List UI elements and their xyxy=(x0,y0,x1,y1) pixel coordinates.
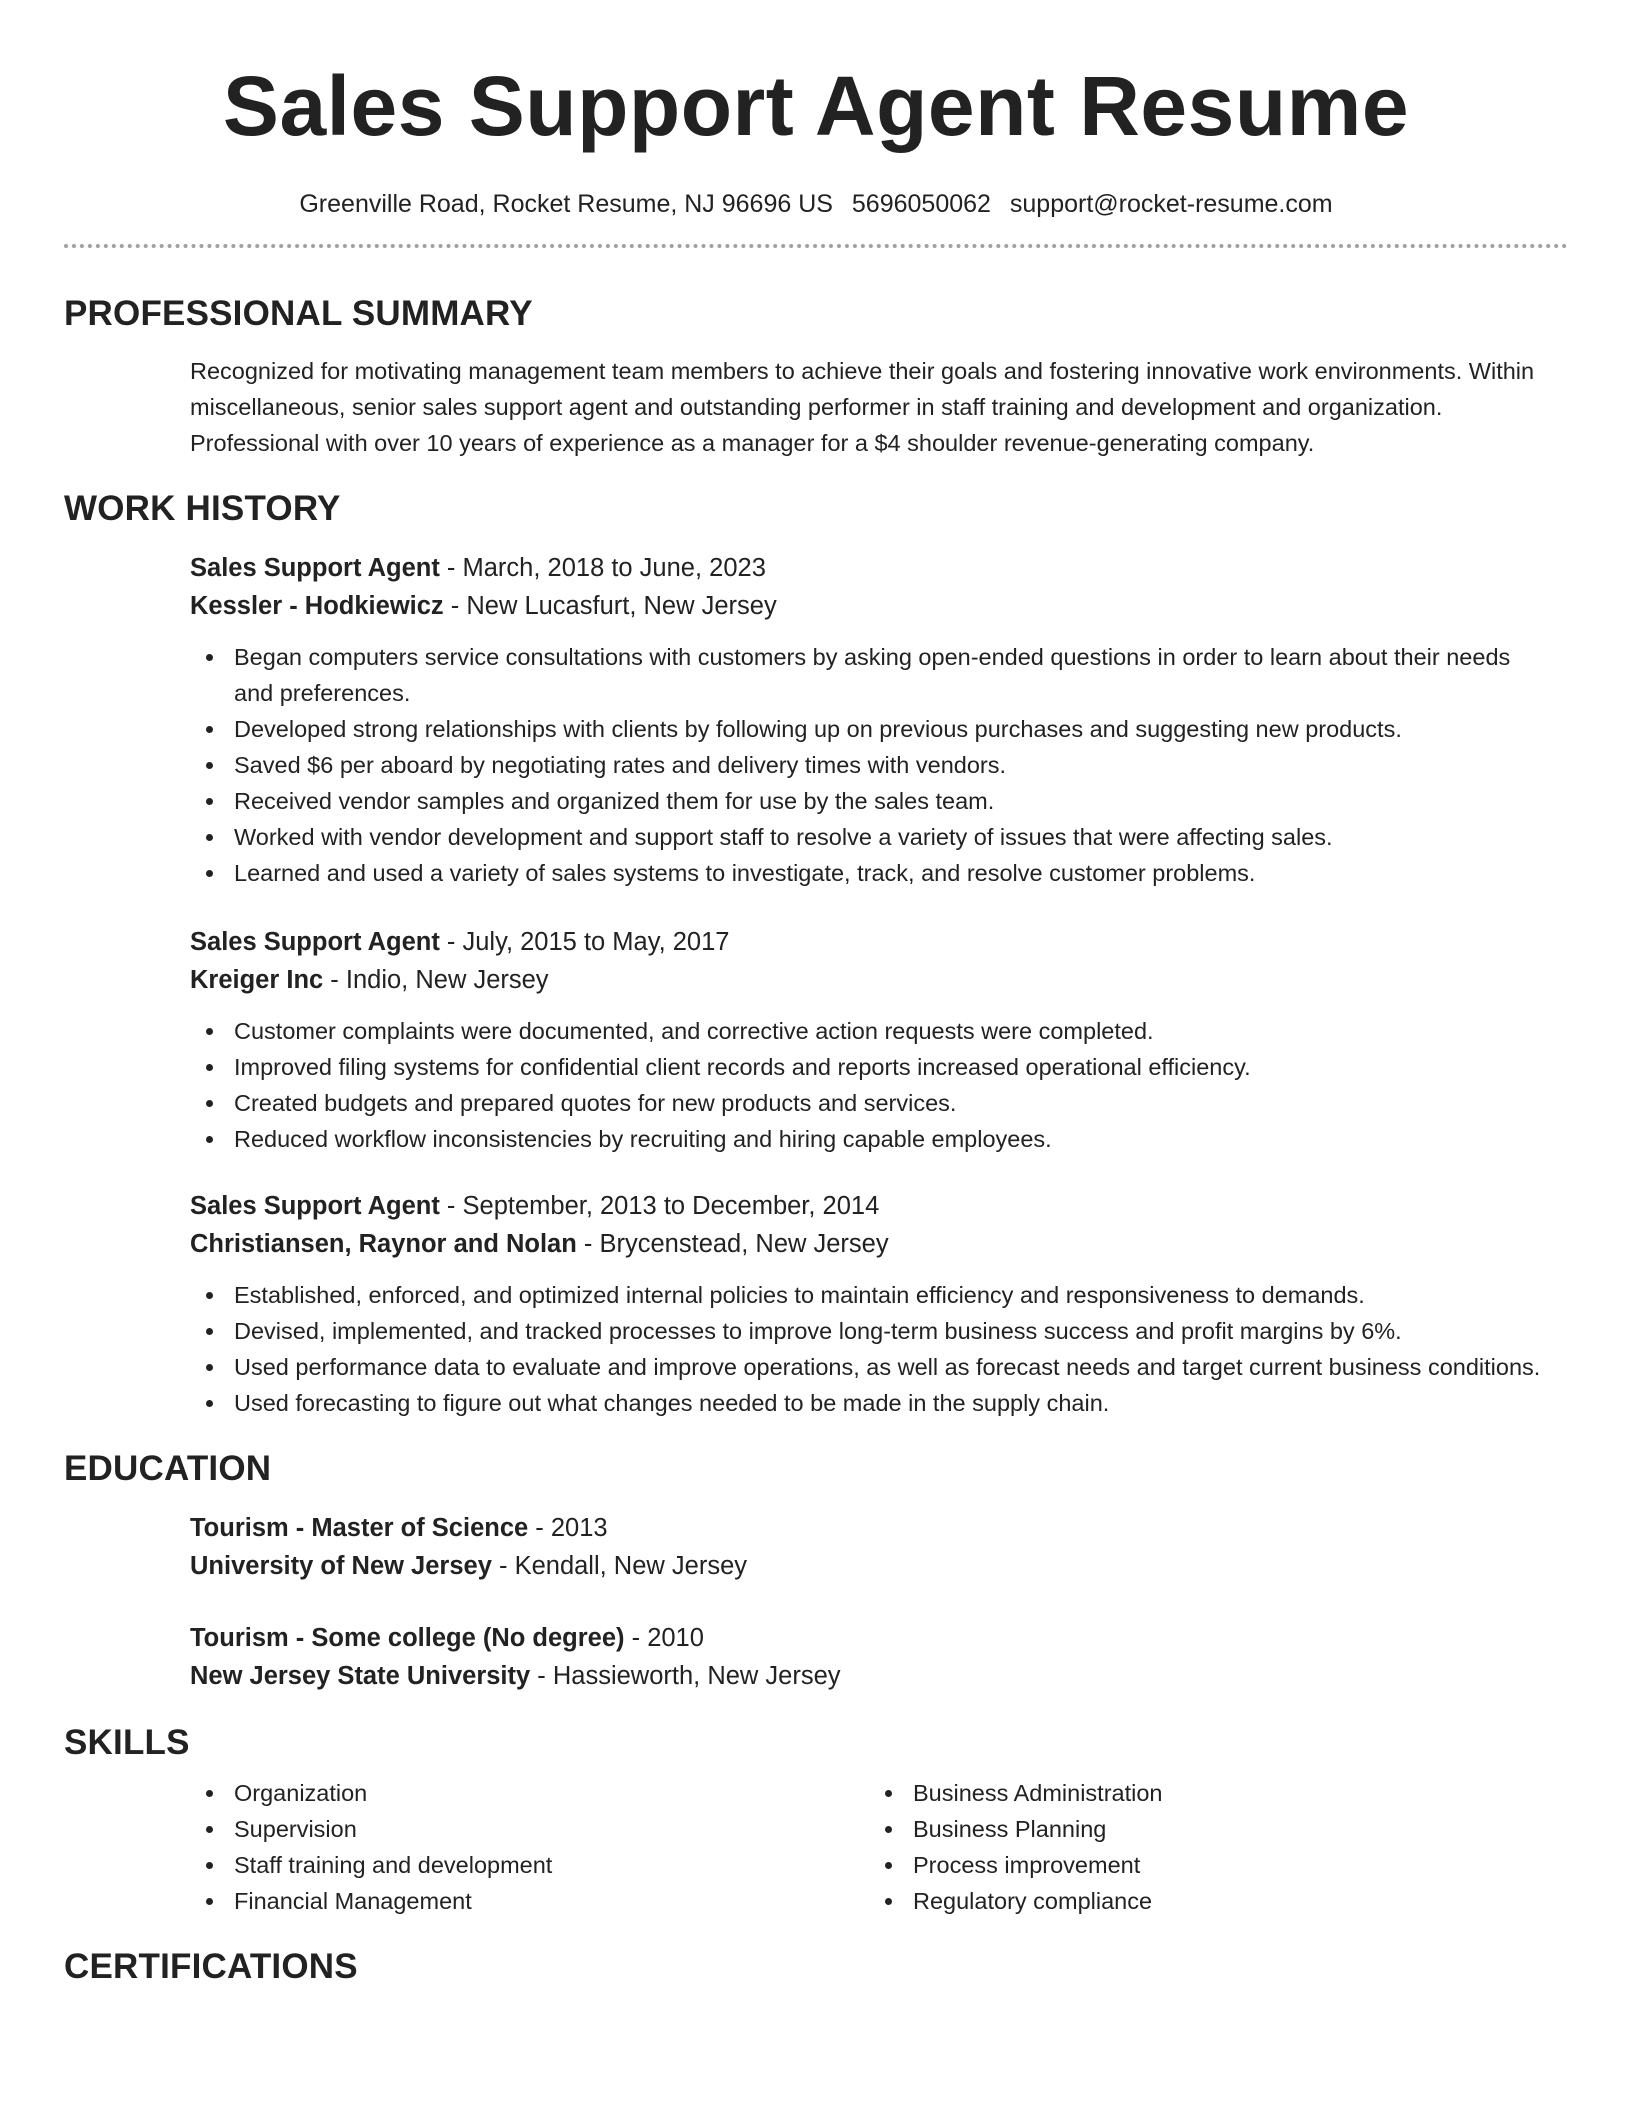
skill-item: Staff training and development xyxy=(190,1847,869,1883)
job-dates: - July, 2015 to May, 2017 xyxy=(439,928,730,956)
job-bullet-list xyxy=(190,639,1548,891)
job-location: - Brycenstead, New Jersey xyxy=(576,1230,889,1258)
list-item: Reduced workflow inconsistencies by recruiting and hiring capable employees. xyxy=(190,1121,1548,1157)
job-title-line xyxy=(190,923,1548,961)
skills-section xyxy=(64,1775,1568,1919)
education-school: New Jersey State University xyxy=(190,1662,531,1690)
job-entry xyxy=(190,1187,1548,1421)
skill-item: Process improvement xyxy=(869,1847,1548,1883)
work-history-heading: WORK HISTORY xyxy=(64,489,341,528)
list-item: Customer complaints were documented, and corrective action requests were completed. xyxy=(190,1013,1548,1049)
job-title: Sales Support Agent xyxy=(190,1192,440,1220)
job-dates: - September, 2013 to December, 2014 xyxy=(439,1192,880,1220)
education-section xyxy=(64,1509,1568,1695)
contact-address: Greenville Road, Rocket Resume, NJ 96696 US xyxy=(299,190,833,218)
skill-item: Financial Management xyxy=(190,1883,869,1919)
resume-title: Sales Support Agent Resume xyxy=(222,59,1410,153)
list-item: Used forecasting to figure out what changes needed to be made in the supply chain. xyxy=(190,1385,1548,1421)
skills-list-right xyxy=(869,1775,1548,1919)
job-bullet-list xyxy=(190,1013,1548,1157)
header-divider xyxy=(64,244,1568,248)
list-item: Created budgets and prepared quotes for new products and services. xyxy=(190,1085,1548,1121)
job-company: Kessler - Hodkiewicz xyxy=(190,592,444,620)
skills-list-left xyxy=(190,1775,869,1919)
job-company-line xyxy=(190,1225,1548,1263)
work-history-section xyxy=(64,549,1568,1421)
education-degree: Tourism - Some college (No degree) xyxy=(190,1624,625,1652)
education-degree-line xyxy=(190,1619,1548,1657)
certifications-heading: CERTIFICATIONS xyxy=(64,1947,358,1986)
skills-grid xyxy=(190,1775,1548,1919)
education-school-line xyxy=(190,1657,1548,1695)
list-item: Saved $6 per aboard by negotiating rates and delivery times with vendors. xyxy=(190,747,1548,783)
job-company: Christiansen, Raynor and Nolan xyxy=(190,1230,577,1258)
list-item: Used performance data to evaluate and improve operations, as well as forecast needs and target current business conditions. xyxy=(190,1349,1548,1385)
job-location: - New Lucasfurt, New Jersey xyxy=(443,592,777,620)
education-school-line xyxy=(190,1547,1548,1585)
education-heading: EDUCATION xyxy=(64,1449,272,1488)
job-entry xyxy=(190,549,1548,891)
education-location: - Hassieworth, New Jersey xyxy=(530,1662,841,1690)
list-item: Began computers service consultations with customers by asking open-ended questions in order to learn about their needs and preferences. xyxy=(190,639,1548,711)
education-school: University of New Jersey xyxy=(190,1552,492,1580)
list-item: Developed strong relationships with clients by following up on previous purchases and suggesting new products. xyxy=(190,711,1548,747)
education-year: - 2010 xyxy=(624,1624,704,1652)
job-title-line xyxy=(190,1187,1548,1225)
education-entry xyxy=(190,1509,1548,1585)
job-company-line xyxy=(190,587,1548,625)
skill-item: Organization xyxy=(190,1775,869,1811)
education-degree: Tourism - Master of Science xyxy=(190,1514,529,1542)
job-title: Sales Support Agent xyxy=(190,928,440,956)
contact-phone: 5696050062 xyxy=(851,190,991,218)
skill-item: Business Planning xyxy=(869,1811,1548,1847)
contact-email: support@rocket-resume.com xyxy=(1009,190,1333,218)
job-title: Sales Support Agent xyxy=(190,554,440,582)
job-location: - Indio, New Jersey xyxy=(323,966,549,994)
summary-heading: PROFESSIONAL SUMMARY xyxy=(64,294,533,333)
skill-item: Regulatory compliance xyxy=(869,1883,1548,1919)
summary-text: Recognized for motivating management team members to achieve their goals and fostering innovative work environments. Within miscellaneous, senior sales support agent and outstanding performer in staff training and development and organization. Professional with over 10 years of experience as a manager for a $4 shoulder revenue-generating company. xyxy=(190,358,1535,456)
education-location: - Kendall, New Jersey xyxy=(491,1552,748,1580)
job-title-line xyxy=(190,549,1548,587)
skill-item: Business Administration xyxy=(869,1775,1548,1811)
list-item: Improved filing systems for confidential client records and reports increased operational efficiency. xyxy=(190,1049,1548,1085)
job-entry xyxy=(190,923,1548,1157)
job-company: Kreiger Inc xyxy=(190,966,324,994)
job-dates: - March, 2018 to June, 2023 xyxy=(439,554,766,582)
education-year: - 2013 xyxy=(528,1514,608,1542)
contact-line xyxy=(64,188,1568,220)
job-bullet-list xyxy=(190,1277,1548,1421)
skill-item: Supervision xyxy=(190,1811,869,1847)
job-company-line xyxy=(190,961,1548,999)
education-entry xyxy=(190,1619,1548,1695)
list-item: Devised, implemented, and tracked processes to improve long-term business success and profit margins by 6%. xyxy=(190,1313,1548,1349)
list-item: Established, enforced, and optimized internal policies to maintain efficiency and responsiveness to demands. xyxy=(190,1277,1548,1313)
list-item: Received vendor samples and organized them for use by the sales team. xyxy=(190,783,1548,819)
summary-section xyxy=(64,353,1568,461)
list-item: Learned and used a variety of sales systems to investigate, track, and resolve customer problems. xyxy=(190,855,1548,891)
skills-heading: SKILLS xyxy=(64,1723,190,1762)
list-item: Worked with vendor development and support staff to resolve a variety of issues that were affecting sales. xyxy=(190,819,1548,855)
education-degree-line xyxy=(190,1509,1548,1547)
